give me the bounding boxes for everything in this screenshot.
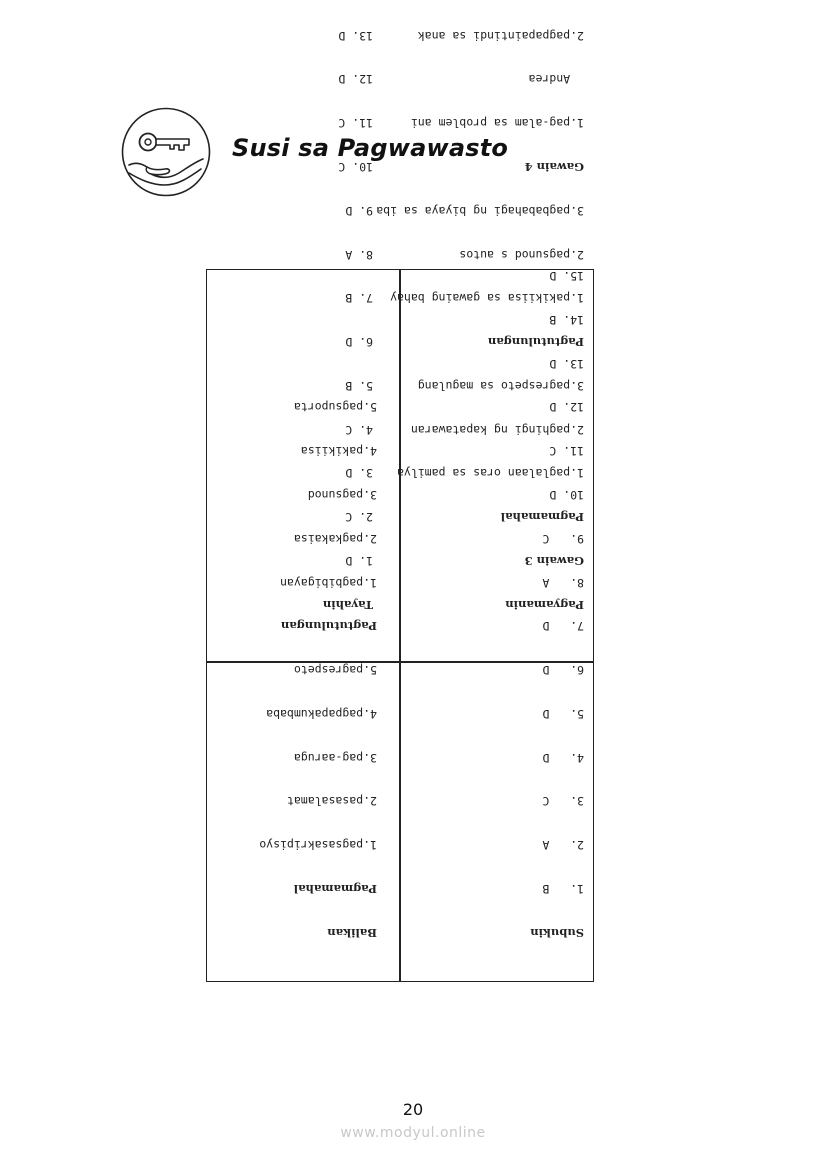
tayahin-answer: 10. C [338, 160, 373, 174]
pagyamanin-answer: 3.pagrespeto sa magulang [417, 378, 584, 393]
tayahin-answer: 5. B [345, 378, 373, 393]
balikan-answer: 2.pasasalamat [286, 794, 377, 809]
pagyamanin-answer: 1.paglalaan oras sa pamilya [397, 466, 584, 481]
tayahin-answer: 13. D [338, 28, 373, 43]
gawain4-heading: Gawain 4 [524, 160, 584, 174]
balikan-answer: 3.pag-aaruga [293, 750, 377, 765]
subukin-answer: 3. C [542, 794, 584, 809]
page-title: Susi sa Pagwawasto [232, 134, 509, 162]
subukin-answer: 15. D [549, 269, 584, 284]
balikan-answer: 5.pagrespeto [293, 663, 377, 678]
subukin-answer: 14. B [549, 312, 584, 327]
subukin-answer: 9. C [542, 531, 584, 546]
subukin-answer: 1. B [542, 882, 584, 897]
balikan-pagtutulungan-heading: Pagtutulungan [280, 619, 377, 634]
pagtutulungan-heading: Pagtutulungan [487, 335, 584, 350]
balikan-answer: 1.pagsasakripisyo [259, 838, 377, 853]
subukin-answer: 12. D [549, 400, 584, 415]
tayahin-answer: 9. D [345, 203, 373, 218]
balikan-answer: 4.pakikiisa [300, 444, 377, 459]
tayahin-answer: 1. D [345, 554, 373, 569]
pagyamanin-answer: Andrea [528, 72, 584, 87]
pagyamanin-answer: 1.pag-alam sa problem ani [410, 116, 584, 131]
subukin-answer: 6. D [542, 663, 584, 678]
balikan-answer: 3.pagsunod [307, 488, 377, 502]
subukin-answer: 2. A [542, 838, 584, 853]
subukin-answer: 4. D [542, 750, 584, 765]
tayahin-answer: 4. C [345, 422, 373, 437]
tayahin-answer: 2. C [345, 510, 373, 525]
pagyamanin-answer: 1.pakikiisa sa gawaing bahay [390, 291, 584, 306]
tayahin-heading: Tayahin [322, 597, 373, 612]
subukin-answer: 8. A [542, 575, 584, 590]
pagmamahal-heading: Pagmamahal [500, 510, 584, 525]
subukin-answer: 5. D [542, 706, 584, 721]
balikan-answer: 5.pagsuporta [293, 400, 377, 415]
pagyamanin-answer: 2.paghingi ng kapatawaran [410, 422, 584, 437]
subukin-answer: 7. D [542, 619, 584, 634]
key-hand-logo-icon [121, 107, 211, 197]
balikan-heading: Balikan [327, 925, 377, 940]
tayahin-answer: 6. D [345, 335, 373, 350]
page-number: 20 [402, 1100, 424, 1119]
tayahin-answer: 3. D [345, 466, 373, 481]
subukin-answer: 10. D [549, 488, 584, 502]
pagyamanin-heading: Pagyamanin [505, 597, 584, 612]
balikan-answer: 2.pagkakaisa [293, 531, 377, 546]
tayahin-answer: 11. C [338, 116, 373, 131]
balikan-answer: 4.pagpapakumbaba [266, 706, 377, 721]
pagyamanin-answer: 2.pagsunod s autos [459, 247, 584, 262]
subukin-answer: 11. C [549, 444, 584, 459]
pagyamanin-answer: 3.pagbabahagi ng biyaya sa iba [376, 203, 584, 218]
tayahin-answer: 8. A [345, 247, 373, 262]
watermark: www.modyul.online [340, 1125, 486, 1141]
balikan-answer: 1.pagbibigayan [280, 575, 377, 590]
subukin-heading: Subukin [530, 925, 584, 940]
subukin-answer: 13. D [549, 356, 584, 371]
balikan-pagmamahal-heading: Pagmamahal [293, 882, 377, 897]
tayahin-answer: 12. D [338, 72, 373, 87]
gawain3-heading: Gawain 3 [524, 554, 584, 569]
tayahin-answer: 7. B [345, 291, 373, 306]
pagyamanin-answer: 2.pagpapaintindi sa anak [417, 28, 584, 43]
